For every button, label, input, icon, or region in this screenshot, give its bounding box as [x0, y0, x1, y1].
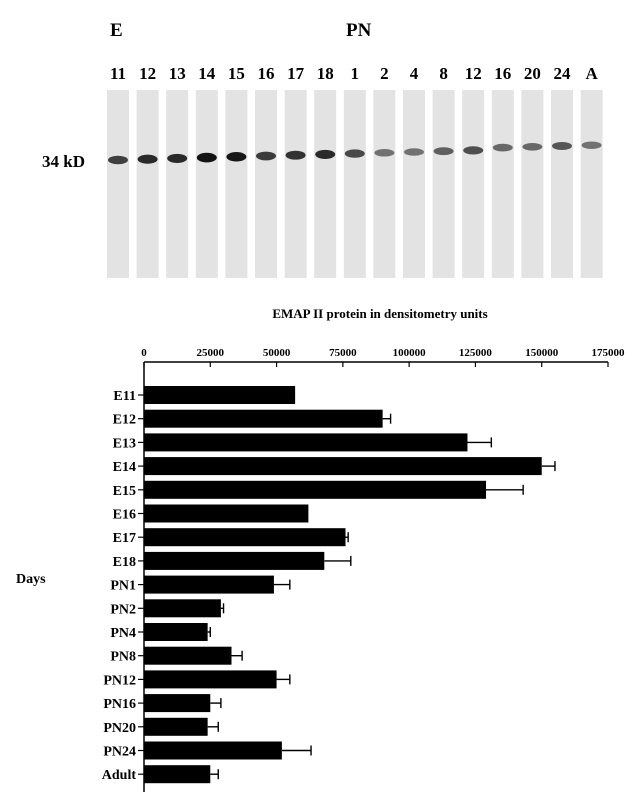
bar [144, 670, 277, 688]
bar [144, 718, 208, 736]
x-tick-label: 175000 [591, 347, 625, 359]
category-label: E16 [112, 507, 136, 523]
category-label: E13 [112, 436, 136, 452]
blot-lane [551, 90, 573, 278]
category-label: E17 [112, 531, 136, 547]
protein-band [197, 153, 217, 163]
blot-lane [521, 90, 543, 278]
lane-label: 12 [464, 64, 482, 83]
category-label: PN4 [110, 626, 136, 641]
blot-lane [196, 90, 218, 278]
lane-label: 14 [198, 64, 216, 83]
protein-band [256, 152, 276, 161]
category-label: PN1 [110, 578, 136, 594]
bar [144, 552, 324, 570]
category-labels [102, 389, 144, 783]
bar [144, 433, 467, 451]
protein-band [286, 151, 306, 160]
x-tick-label: 0 [141, 347, 147, 359]
category-label: E14 [112, 460, 136, 476]
blot-lane [137, 90, 159, 278]
protein-band [108, 156, 128, 165]
category-label: E18 [112, 554, 136, 570]
chart-title: EMAP II protein in densitometry units [272, 306, 488, 321]
lane-label: 11 [109, 64, 127, 83]
embryonic-group-label: E [110, 20, 123, 41]
blot-lane [107, 90, 129, 278]
bar [144, 410, 383, 428]
lane-label: 20 [523, 64, 541, 83]
lane-label: 17 [287, 64, 305, 83]
protein-band [345, 149, 365, 157]
lane-label: 24 [553, 64, 571, 83]
category-label: PN20 [103, 720, 136, 736]
blot-lane [403, 90, 425, 278]
category-label: PN12 [103, 673, 136, 689]
postnatal-group-label: PN [346, 20, 372, 41]
protein-band [167, 154, 187, 163]
protein-band [463, 146, 483, 154]
category-label: E12 [112, 412, 136, 428]
bar [144, 623, 208, 641]
protein-band [226, 152, 246, 162]
protein-band [552, 142, 572, 150]
lane-label: A [585, 64, 598, 83]
protein-band [374, 149, 394, 157]
bar [144, 647, 231, 665]
protein-band [138, 155, 158, 164]
lane-label: 18 [316, 64, 334, 83]
molecular-weight-marker: 34 kD [42, 152, 85, 171]
blot-lane [344, 90, 366, 278]
blot-lane [492, 90, 514, 278]
densitometry-bar-chart [0, 300, 640, 792]
blot-lane [581, 90, 603, 278]
x-tick-label: 150000 [525, 347, 559, 359]
protein-band [493, 144, 513, 152]
category-label: Adult [101, 768, 136, 784]
lane-label: 13 [168, 64, 186, 83]
category-label: E15 [112, 483, 136, 499]
category-label: PN16 [103, 697, 136, 713]
blot-lane [225, 90, 247, 278]
category-label: PN24 [103, 744, 136, 760]
x-tick-label: 125000 [458, 347, 492, 359]
lane-label: 8 [439, 64, 448, 83]
bar [144, 528, 346, 546]
y-axis-label: Days [16, 572, 46, 587]
category-label: E11 [113, 389, 136, 404]
blot-image [0, 0, 640, 300]
blot-lane [314, 90, 336, 278]
bar [144, 481, 486, 499]
protein-band [404, 148, 424, 156]
protein-band [434, 147, 454, 155]
bar [144, 765, 210, 783]
lane-label: 16 [257, 64, 275, 83]
bar [144, 576, 274, 594]
lane-label: 4 [409, 64, 419, 83]
bar [144, 694, 210, 712]
protein-band [582, 141, 602, 149]
protein-band [315, 150, 335, 159]
bar [144, 386, 295, 404]
lane-label: 16 [494, 64, 512, 83]
lane-label: 2 [380, 64, 389, 83]
x-tick-label: 25000 [196, 347, 225, 359]
bar [144, 599, 221, 617]
bar [144, 505, 308, 523]
x-tick-label: 100000 [392, 347, 426, 359]
blot-lane [285, 90, 307, 278]
x-tick-label: 75000 [329, 347, 357, 359]
bar [144, 742, 282, 760]
category-label: PN8 [110, 649, 136, 665]
blot-lane [373, 90, 395, 278]
x-tick-label: 50000 [262, 347, 291, 359]
category-label: PN2 [110, 602, 136, 618]
blot-lane [462, 90, 484, 278]
protein-band [522, 143, 542, 151]
lane-label: 1 [350, 64, 360, 83]
blot-lane [166, 90, 188, 278]
bar [144, 457, 542, 475]
lane-label: 12 [139, 64, 157, 83]
blot-lane [433, 90, 455, 278]
lane-label: 15 [227, 64, 245, 83]
bars [144, 386, 542, 783]
blot-lane [255, 90, 277, 278]
